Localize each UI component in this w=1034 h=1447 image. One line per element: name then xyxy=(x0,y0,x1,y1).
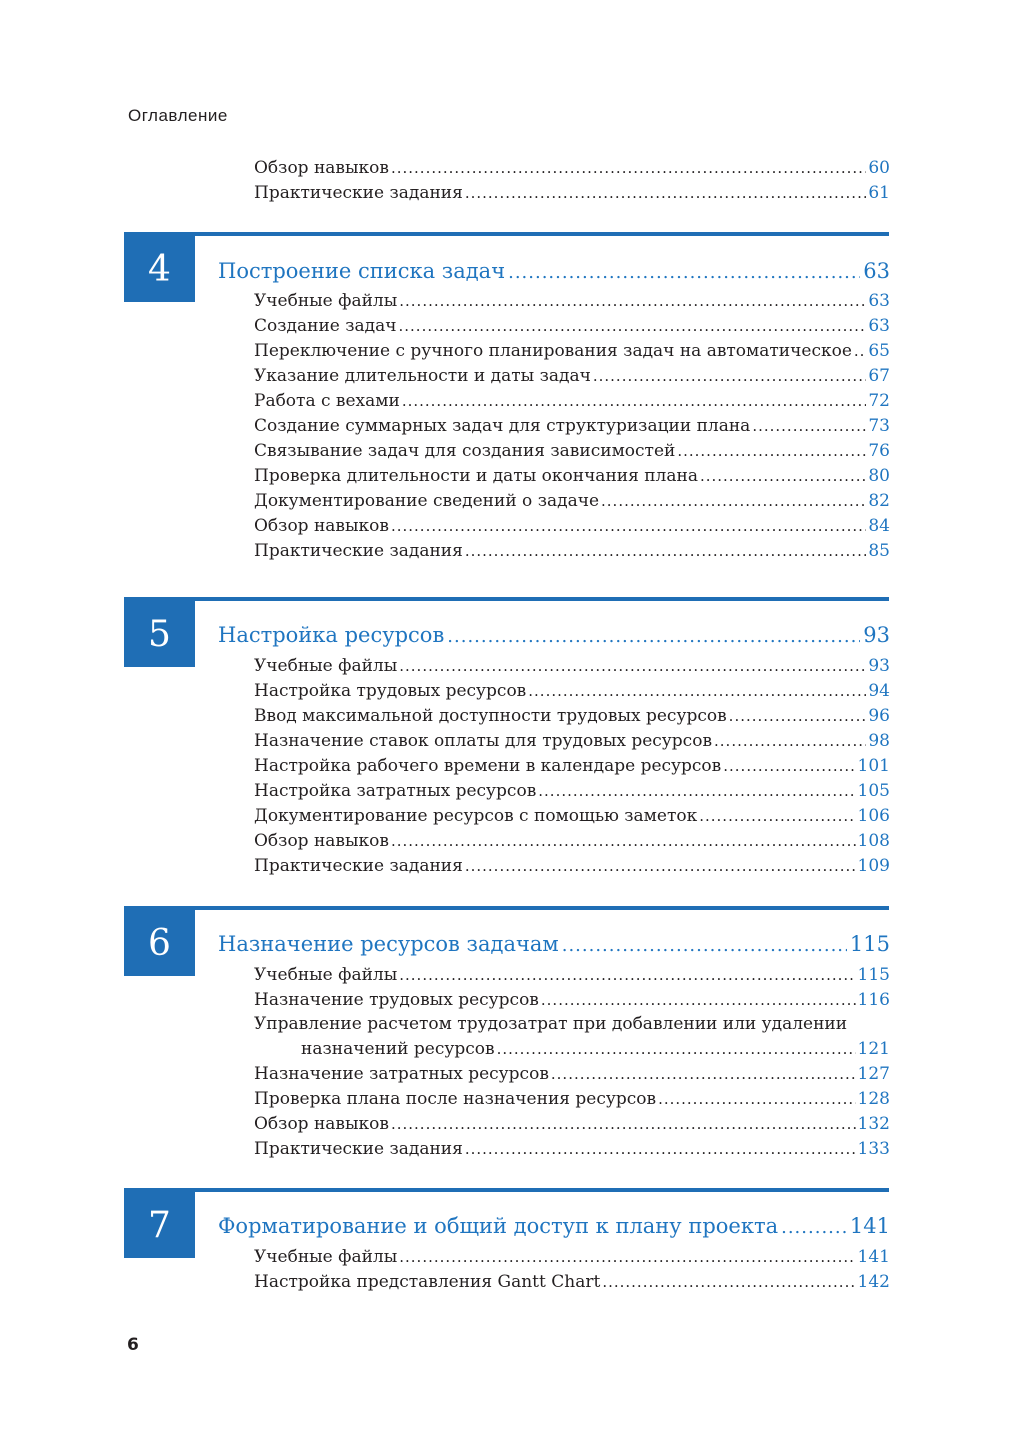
dot-leader xyxy=(699,804,855,829)
toc-entry-label: Настройка затратных ресурсов xyxy=(254,781,537,801)
toc-entry-label: Настройка трудовых ресурсов xyxy=(254,681,527,701)
toc-entry-label: Обзор навыков xyxy=(254,158,389,178)
chapter-number-box: 5 xyxy=(124,601,195,667)
toc-entry[interactable] xyxy=(254,489,890,514)
toc-entry-page: 128 xyxy=(857,1089,890,1109)
toc-entry-label: Создание задач xyxy=(254,316,397,336)
toc-entry-page: 85 xyxy=(868,541,890,561)
toc-entry[interactable] xyxy=(254,439,890,464)
toc-entry-page: 108 xyxy=(857,831,890,851)
toc-entry[interactable] xyxy=(254,289,890,314)
dot-leader xyxy=(854,339,866,364)
toc-entry[interactable] xyxy=(254,679,890,704)
toc-entry[interactable] xyxy=(254,364,890,389)
toc-entry-page: 73 xyxy=(868,416,890,436)
toc-entry-label: Ввод максимальной доступности трудовых ресурсов xyxy=(254,706,727,726)
toc-entry-label: Назначение затратных ресурсов xyxy=(254,1064,549,1084)
toc-entry-label: Переключение с ручного планирования задач на автоматическое xyxy=(254,341,852,361)
toc-entry[interactable] xyxy=(254,156,890,181)
dot-leader xyxy=(538,779,855,804)
chapter-title-page: 93 xyxy=(863,623,890,647)
dot-leader xyxy=(402,389,867,414)
chapter-title-page: 63 xyxy=(863,259,890,283)
toc-entry[interactable] xyxy=(254,1245,890,1270)
toc-entry-label: Документирование сведений о задаче xyxy=(254,491,600,511)
running-head: Оглавление xyxy=(128,106,228,125)
chapter-number-box: 4 xyxy=(124,236,195,302)
page-number: 6 xyxy=(127,1335,139,1355)
toc-entry[interactable] xyxy=(254,804,890,829)
dot-leader xyxy=(602,1270,855,1295)
chapter-rule xyxy=(124,597,889,601)
dot-leader xyxy=(723,754,855,779)
toc-entry-label: Практические задания xyxy=(254,1139,463,1159)
toc-entry[interactable] xyxy=(254,414,890,439)
toc-entry-page: 98 xyxy=(868,731,890,751)
dot-leader xyxy=(399,1245,855,1270)
chapter-number-box: 7 xyxy=(124,1192,195,1258)
toc-entry[interactable] xyxy=(254,704,890,729)
chapter-rule xyxy=(124,232,889,236)
toc-entry-page: 80 xyxy=(868,466,890,486)
toc-entry[interactable] xyxy=(254,1137,890,1162)
dot-leader xyxy=(700,464,866,489)
dot-leader xyxy=(391,514,866,539)
toc-entry[interactable] xyxy=(254,539,890,564)
toc-entry-label: Назначение ставок оплаты для трудовых ресурсов xyxy=(254,731,713,751)
toc-entry-page: 65 xyxy=(868,341,890,361)
toc-entry-page: 133 xyxy=(857,1139,890,1159)
toc-entry-page: 72 xyxy=(868,391,890,411)
toc-entry[interactable] xyxy=(254,754,890,779)
toc-entry-label: Работа с вехами xyxy=(254,391,400,411)
toc-entry-page: 96 xyxy=(868,706,890,726)
toc-entry[interactable] xyxy=(254,314,890,339)
toc-entry[interactable] xyxy=(254,1270,890,1295)
toc-entry-page: 106 xyxy=(857,806,890,826)
toc-entry-page: 84 xyxy=(868,516,890,536)
toc-entry[interactable] xyxy=(254,829,890,854)
dot-leader xyxy=(465,1137,856,1162)
toc-entry-label: Документирование ресурсов с помощью заметок xyxy=(254,806,698,826)
toc-entry-page: 109 xyxy=(857,856,890,876)
toc-entry[interactable] xyxy=(254,389,890,414)
toc-entry-label: Связывание задач для создания зависимостей xyxy=(254,441,676,461)
toc-entry-page: 105 xyxy=(857,781,890,801)
toc-entry[interactable] xyxy=(254,181,890,206)
toc-entry[interactable] xyxy=(254,729,890,754)
toc-entry-page: 63 xyxy=(868,316,890,336)
chapter-rule xyxy=(124,1188,889,1192)
toc-entry-label: Обзор навыков xyxy=(254,1114,389,1134)
toc-entry-page: 60 xyxy=(868,158,890,178)
dot-leader xyxy=(528,679,866,704)
dot-leader xyxy=(714,729,866,754)
dot-leader xyxy=(781,1213,847,1243)
toc-entry-label: Проверка плана после назначения ресурсов xyxy=(254,1089,657,1109)
toc-entry-page: 76 xyxy=(868,441,890,461)
toc-entry-label-line1[interactable]: Управление расчетом трудозатрат при добавлении или удалении xyxy=(254,1014,848,1034)
dot-leader xyxy=(399,314,867,339)
toc-entry-label: Создание суммарных задач для структуризации плана xyxy=(254,416,751,436)
toc-entry-page: 93 xyxy=(868,656,890,676)
toc-entry[interactable] xyxy=(254,963,890,988)
dot-leader xyxy=(551,1062,856,1087)
toc-entry-page: 82 xyxy=(868,491,890,511)
chapter-number-box: 6 xyxy=(124,910,195,976)
toc-entry-label: Учебные файлы xyxy=(254,656,398,676)
chapter-title-label: Построение списка задач xyxy=(218,259,506,283)
chapter-title[interactable] xyxy=(218,256,890,286)
chapter-title-label: Настройка ресурсов xyxy=(218,623,445,647)
toc-entry-page: 115 xyxy=(857,965,890,985)
toc-entry[interactable] xyxy=(254,339,890,364)
toc-entry-label: Проверка длительности и даты окончания плана xyxy=(254,466,698,486)
toc-entry-page: 132 xyxy=(857,1114,890,1134)
toc-entry-label: Указание длительности и даты задач xyxy=(254,366,591,386)
chapter-title-page: 115 xyxy=(849,932,890,956)
toc-entry-label: Учебные файлы xyxy=(254,291,398,311)
toc-entry-page: 116 xyxy=(857,990,890,1010)
toc-entry-label: Настройка рабочего времени в календаре ресурсов xyxy=(254,756,722,776)
dot-leader xyxy=(399,654,866,679)
dot-leader xyxy=(601,489,866,514)
chapter-title[interactable] xyxy=(218,1211,890,1241)
toc-entry-page: 61 xyxy=(868,183,890,203)
dot-leader xyxy=(677,439,866,464)
dot-leader xyxy=(465,854,856,879)
toc-entry-page: 94 xyxy=(868,681,890,701)
toc-entry[interactable] xyxy=(254,464,890,489)
dot-leader xyxy=(562,931,847,961)
toc-entry-label: Практические задания xyxy=(254,856,463,876)
dot-leader xyxy=(658,1087,855,1112)
dot-leader xyxy=(465,539,867,564)
dot-leader xyxy=(391,829,856,854)
toc-entry[interactable] xyxy=(254,1112,890,1137)
toc-entry-label: Настройка представления Gantt Chart xyxy=(254,1272,601,1292)
dot-leader xyxy=(399,963,855,988)
chapter-title[interactable] xyxy=(218,929,890,959)
toc-entry-page: 141 xyxy=(857,1247,890,1267)
toc-entry-label: Обзор навыков xyxy=(254,831,389,851)
toc-entry[interactable] xyxy=(301,1037,890,1062)
chapter-rule xyxy=(124,906,889,910)
toc-entry-page: 127 xyxy=(857,1064,890,1084)
chapter-title-label: Назначение ресурсов задачам xyxy=(218,932,559,956)
dot-leader xyxy=(729,704,867,729)
toc-entry-label: Практические задания xyxy=(254,183,463,203)
chapter-title[interactable] xyxy=(218,620,890,650)
dot-leader xyxy=(508,258,860,288)
toc-entry[interactable] xyxy=(254,1062,890,1087)
toc-entry[interactable] xyxy=(254,988,890,1013)
toc-entry-page: 67 xyxy=(868,366,890,386)
toc-entry-label: назначений ресурсов xyxy=(301,1039,495,1059)
chapter-title-label: Форматирование и общий доступ к плану проекта xyxy=(218,1214,779,1238)
toc-entry-label: Обзор навыков xyxy=(254,516,389,536)
toc-entry-label: Практические задания xyxy=(254,541,463,561)
dot-leader xyxy=(391,1112,856,1137)
dot-leader xyxy=(497,1037,856,1062)
toc-entry-page: 63 xyxy=(868,291,890,311)
toc-entry-page: 121 xyxy=(857,1039,890,1059)
toc-entry-label: Учебные файлы xyxy=(254,1247,398,1267)
dot-leader xyxy=(752,414,866,439)
toc-entry[interactable] xyxy=(254,854,890,879)
toc-entry-page: 142 xyxy=(857,1272,890,1292)
dot-leader xyxy=(391,156,866,181)
toc-entry-page: 101 xyxy=(857,756,890,776)
toc-entry[interactable] xyxy=(254,1087,890,1112)
toc-entry[interactable] xyxy=(254,514,890,539)
chapter-title-page: 141 xyxy=(849,1214,890,1238)
toc-entry-label: Назначение трудовых ресурсов xyxy=(254,990,539,1010)
dot-leader xyxy=(447,622,860,652)
dot-leader xyxy=(593,364,867,389)
dot-leader xyxy=(399,289,866,314)
dot-leader xyxy=(465,181,867,206)
dot-leader xyxy=(541,988,856,1013)
toc-entry[interactable] xyxy=(254,654,890,679)
toc-entry[interactable] xyxy=(254,779,890,804)
toc-entry-label: Учебные файлы xyxy=(254,965,398,985)
